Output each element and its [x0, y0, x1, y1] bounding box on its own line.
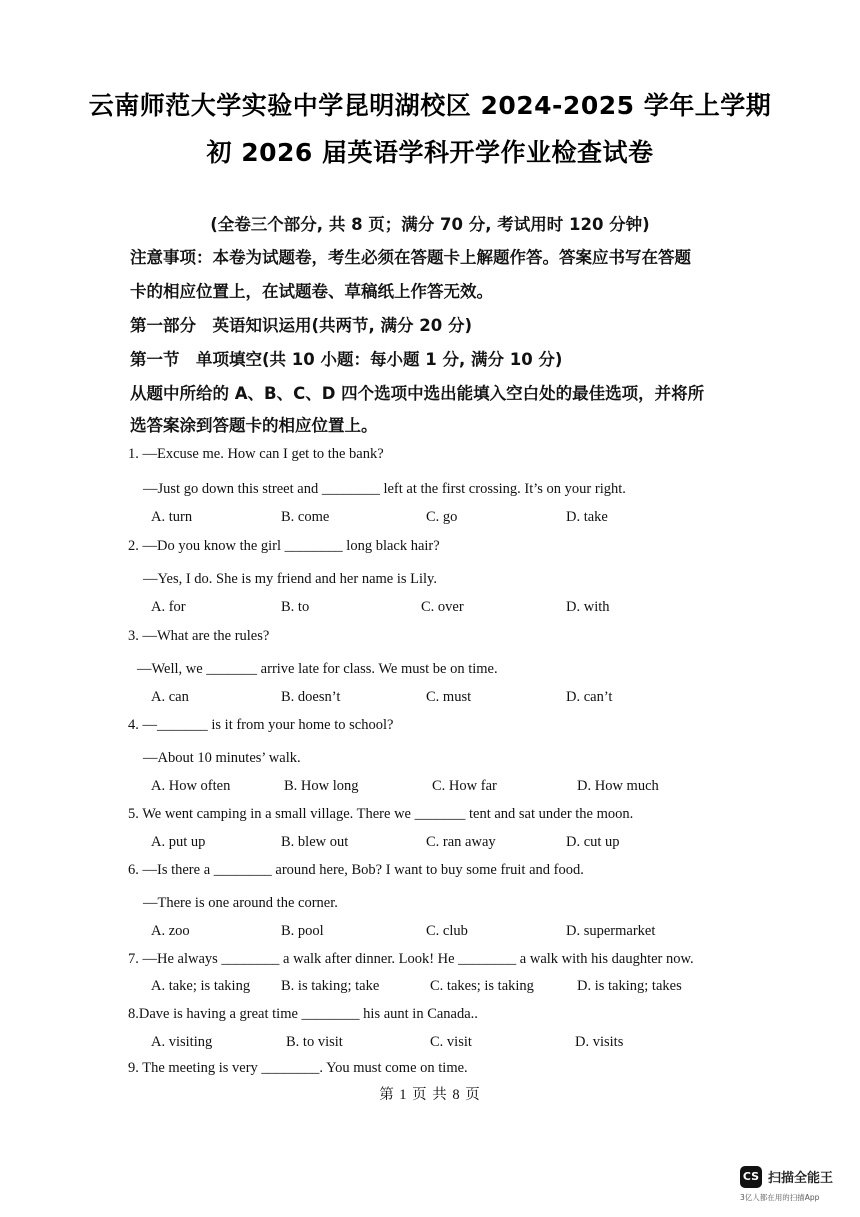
notice-line2: 卡的相应位置上，在试题卷、草稿纸上作答无效。 — [130, 282, 493, 301]
question-3-stem: 3. —What are the rules? — [128, 628, 270, 644]
instruction-line1: 从题中所给的 A、B、C、D 四个选项中选出能填入空白处的最佳选项，并将所 — [130, 384, 705, 403]
question-3-reply: —Well, we _______ arrive late for class. We must be on time. — [137, 661, 498, 677]
question-7-option-b: B. is taking; take — [281, 978, 380, 994]
instruction-line2: 选答案涂到答题卡的相应位置上。 — [130, 416, 378, 435]
question-6-option-c: C. club — [426, 923, 468, 939]
question-7-option-d: D. is taking; takes — [577, 978, 682, 994]
question-5-stem: 5. We went camping in a small village. There we _______ tent and sat under the moon. — [128, 806, 634, 822]
question-4-option-a: A. How often — [151, 778, 231, 794]
question-1-option-d: D. take — [566, 509, 608, 525]
question-1-reply: —Just go down this street and ________ left at the first crossing. It’s on your right. — [143, 481, 626, 497]
question-8-option-c: C. visit — [430, 1034, 472, 1050]
question-8-option-b: B. to visit — [286, 1034, 343, 1050]
question-3-option-b: B. doesn’t — [281, 689, 341, 705]
question-3-option-d: D. can’t — [566, 689, 613, 705]
question-3-option-a: A. can — [151, 689, 189, 705]
exam-title-line1: 云南师范大学实验中学昆明湖校区 2024-2025 学年上学期 — [88, 91, 772, 120]
question-6-option-d: D. supermarket — [566, 923, 656, 939]
question-4-option-c: C. How far — [432, 778, 497, 794]
question-2-option-d: D. with — [566, 599, 610, 615]
question-5-option-b: B. blew out — [281, 834, 349, 850]
question-6-option-a: A. zoo — [151, 923, 190, 939]
question-3-option-c: C. must — [426, 689, 472, 705]
question-1-stem: 1. —Excuse me. How can I get to the bank? — [128, 446, 384, 462]
question-6-option-b: B. pool — [281, 923, 324, 939]
question-4-option-d: D. How much — [577, 778, 659, 794]
question-4-stem: 4. —_______ is it from your home to school? — [128, 717, 394, 733]
notice-line1: 注意事项：本卷为试题卷，考生必须在答题卡上解题作答。答案应书写在答题 — [130, 248, 691, 267]
question-1-option-c: C. go — [426, 509, 458, 525]
question-7-option-c: C. takes; is taking — [430, 978, 534, 994]
exam-info: (全卷三个部分, 共 8 页；满分 70 分, 考试用时 120 分钟) — [210, 215, 650, 234]
question-5-option-c: C. ran away — [426, 834, 496, 850]
scanner-watermark — [738, 1164, 850, 1208]
question-8-stem: 8.Dave is having a great time ________ his aunt in Canada.. — [128, 1006, 478, 1022]
question-5-option-a: A. put up — [151, 834, 206, 850]
question-1-option-a: A. turn — [151, 509, 193, 525]
scanner-app-name: 扫描全能王 — [768, 1171, 834, 1186]
question-6-stem: 6. —Is there a ________ around here, Bob? I want to buy some fruit and food. — [128, 862, 584, 878]
question-2-stem: 2. —Do you know the girl ________ long black hair? — [128, 538, 440, 554]
question-7-option-a: A. take; is taking — [151, 978, 251, 994]
question-2-option-c: C. over — [421, 599, 464, 615]
question-2-reply: —Yes, I do. She is my friend and her name is Lily. — [143, 571, 437, 587]
question-5-option-d: D. cut up — [566, 834, 620, 850]
question-8-option-a: A. visiting — [151, 1034, 213, 1050]
camscanner-logo-icon: CS — [740, 1166, 762, 1188]
question-4-option-b: B. How long — [284, 778, 359, 794]
question-9-stem: 9. The meeting is very ________. You must come on time. — [128, 1060, 468, 1076]
page-number: 第 1 页 共 8 页 — [379, 1087, 481, 1103]
exam-title-line2: 初 2026 届英语学科开学作业检查试卷 — [206, 138, 654, 167]
question-6-reply: —There is one around the corner. — [143, 895, 338, 911]
question-2-option-b: B. to — [281, 599, 310, 615]
part1-heading: 第一部分 英语知识运用(共两节, 满分 20 分) — [130, 316, 473, 335]
question-2-option-a: A. for — [151, 599, 186, 615]
scanner-tagline: 3亿人都在用的扫描App — [740, 1193, 820, 1202]
question-1-option-b: B. come — [281, 509, 330, 525]
question-4-reply: —About 10 minutes’ walk. — [143, 750, 301, 766]
question-7-stem: 7. —He always ________ a walk after dinner. Look! He ________ a walk with his daughter now. — [128, 951, 694, 967]
question-8-option-d: D. visits — [575, 1034, 624, 1050]
section1-heading: 第一节 单项填空(共 10 小题：每小题 1 分, 满分 10 分) — [130, 350, 563, 369]
